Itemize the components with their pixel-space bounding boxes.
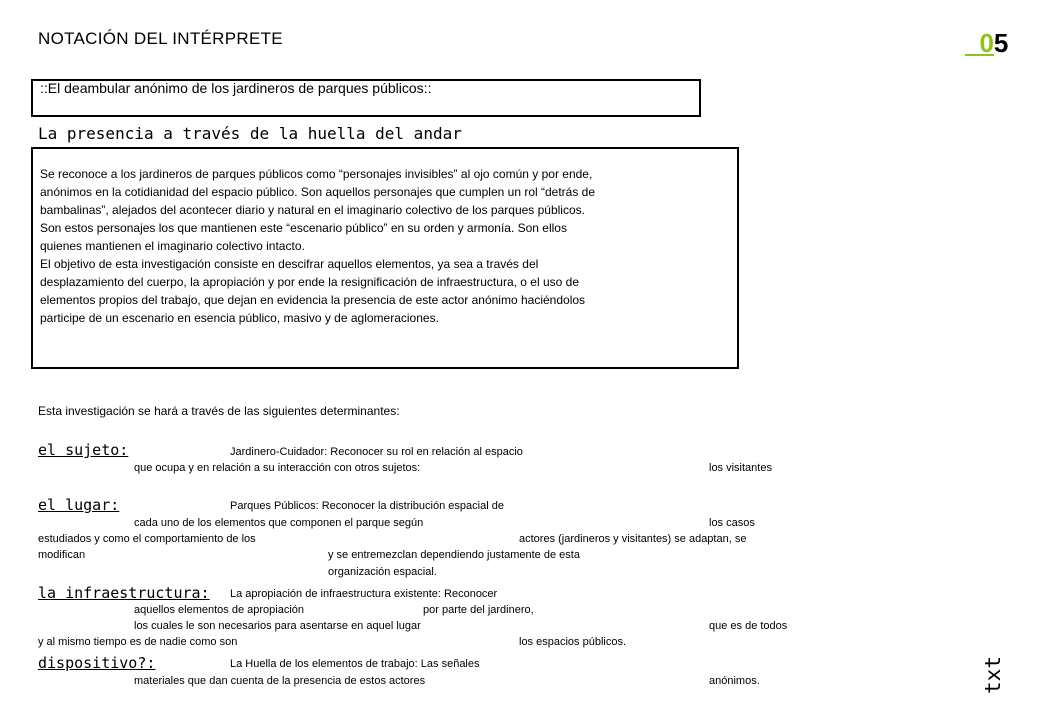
section-heading: La presencia a través de la huella del andar [38,124,462,143]
infraestructura-line-4a: y al mismo tiempo es de nadie como son [38,636,238,648]
paragraph-line: El objetivo de esta investigación consiste en descifrar aquellos elementos, ya sea a través del [40,257,539,271]
page-number-digit: 5 [993,28,1009,58]
lugar-line-2a: cada uno de los elementos que componen el parque según [134,517,424,529]
paragraph-line: quienes mantienen el imaginario colectivo intacto. [40,239,305,253]
term-infraestructura: la infraestructura: [38,584,210,602]
paragraph-line: anónimos en la cotidianidad del espacio público. Son aquellos personajes que cumplen un rol “detrás de [40,185,596,199]
infraestructura-line-3a: los cuales le son necesarios para asentarse en aquel lugar [134,620,421,632]
page-number [965,28,1008,59]
subtitle: ::El deambular anónimo de los jardineros de parques públicos:: [40,80,432,96]
page-number-prefix: _0 [965,28,994,58]
paragraph-line: Se reconoce a los jardineros de parques públicos como “personajes invisibles” al ojo común y por ende, [40,167,593,181]
paragraph-line: Son estos personajes los que mantienen este “escenario público” en su orden y armonía. Son ellos [40,221,567,235]
lugar-line-4a: modifican [38,549,86,561]
infraestructura-line-4b: los espacios públicos. [519,636,627,648]
dispositivo-line-2b: anónimos. [709,675,760,687]
term-sujeto: el sujeto: [38,441,129,459]
document-title: NOTACIÓN DEL INTÉRPRETE [38,29,283,48]
lugar-line-3a: estudiados y como el comportamiento de los [38,533,256,545]
sujeto-line-2b: los visitantes [709,462,772,474]
infraestructura-line-1: La apropiación de infraestructura existente: Reconocer [230,588,498,600]
term-dispositivo: dispositivo?: [38,654,156,672]
infraestructura-line-2b: por parte del jardinero, [423,604,534,616]
term-lugar: el lugar: [38,496,120,514]
infraestructura-line-3b: que es de todos [709,620,788,632]
paragraph-line: elementos propios del trabajo, que dejan en evidencia la presencia de este actor anónimo haciéndolos [40,293,586,307]
lugar-line-4b: y se entremezclan dependiendo justamente de esta [328,549,580,561]
paragraph-line: bambalinas”, alejados del acontecer diario y natural en el imaginario colectivo de los parques públicos. [40,203,585,217]
infraestructura-line-2a: aquellos elementos de apropiación [134,604,305,616]
sujeto-line-2a: que ocupa y en relación a su interacción con otros sujetos: [134,462,421,474]
lugar-line-2b: los casos [709,517,755,529]
lugar-line-5: organización espacial. [328,566,437,578]
sujeto-line-1: Jardinero-Cuidador: Reconocer su rol en relación al espacio [230,446,523,458]
description-paragraph [40,165,730,327]
dispositivo-line-2a: materiales que dan cuenta de la presencia de estos actores [134,675,426,687]
lugar-line-1: Parques Públicos: Reconocer la distribución espacial de [230,500,504,512]
side-label: txt [981,656,1005,694]
lugar-line-3b: actores (jardineros y visitantes) se adaptan, se [519,533,747,545]
paragraph-line: desplazamiento del cuerpo, la apropiación y por ende la resignificación de infraestructura, o el uso de [40,275,579,289]
determinants-intro: Esta investigación se hará a través de las siguientes determinantes: [38,404,400,418]
dispositivo-line-1: La Huella de los elementos de trabajo: Las señales [230,658,480,670]
paragraph-line: participe de un escenario en esencia público, masivo y de aglomeraciones. [40,311,439,325]
